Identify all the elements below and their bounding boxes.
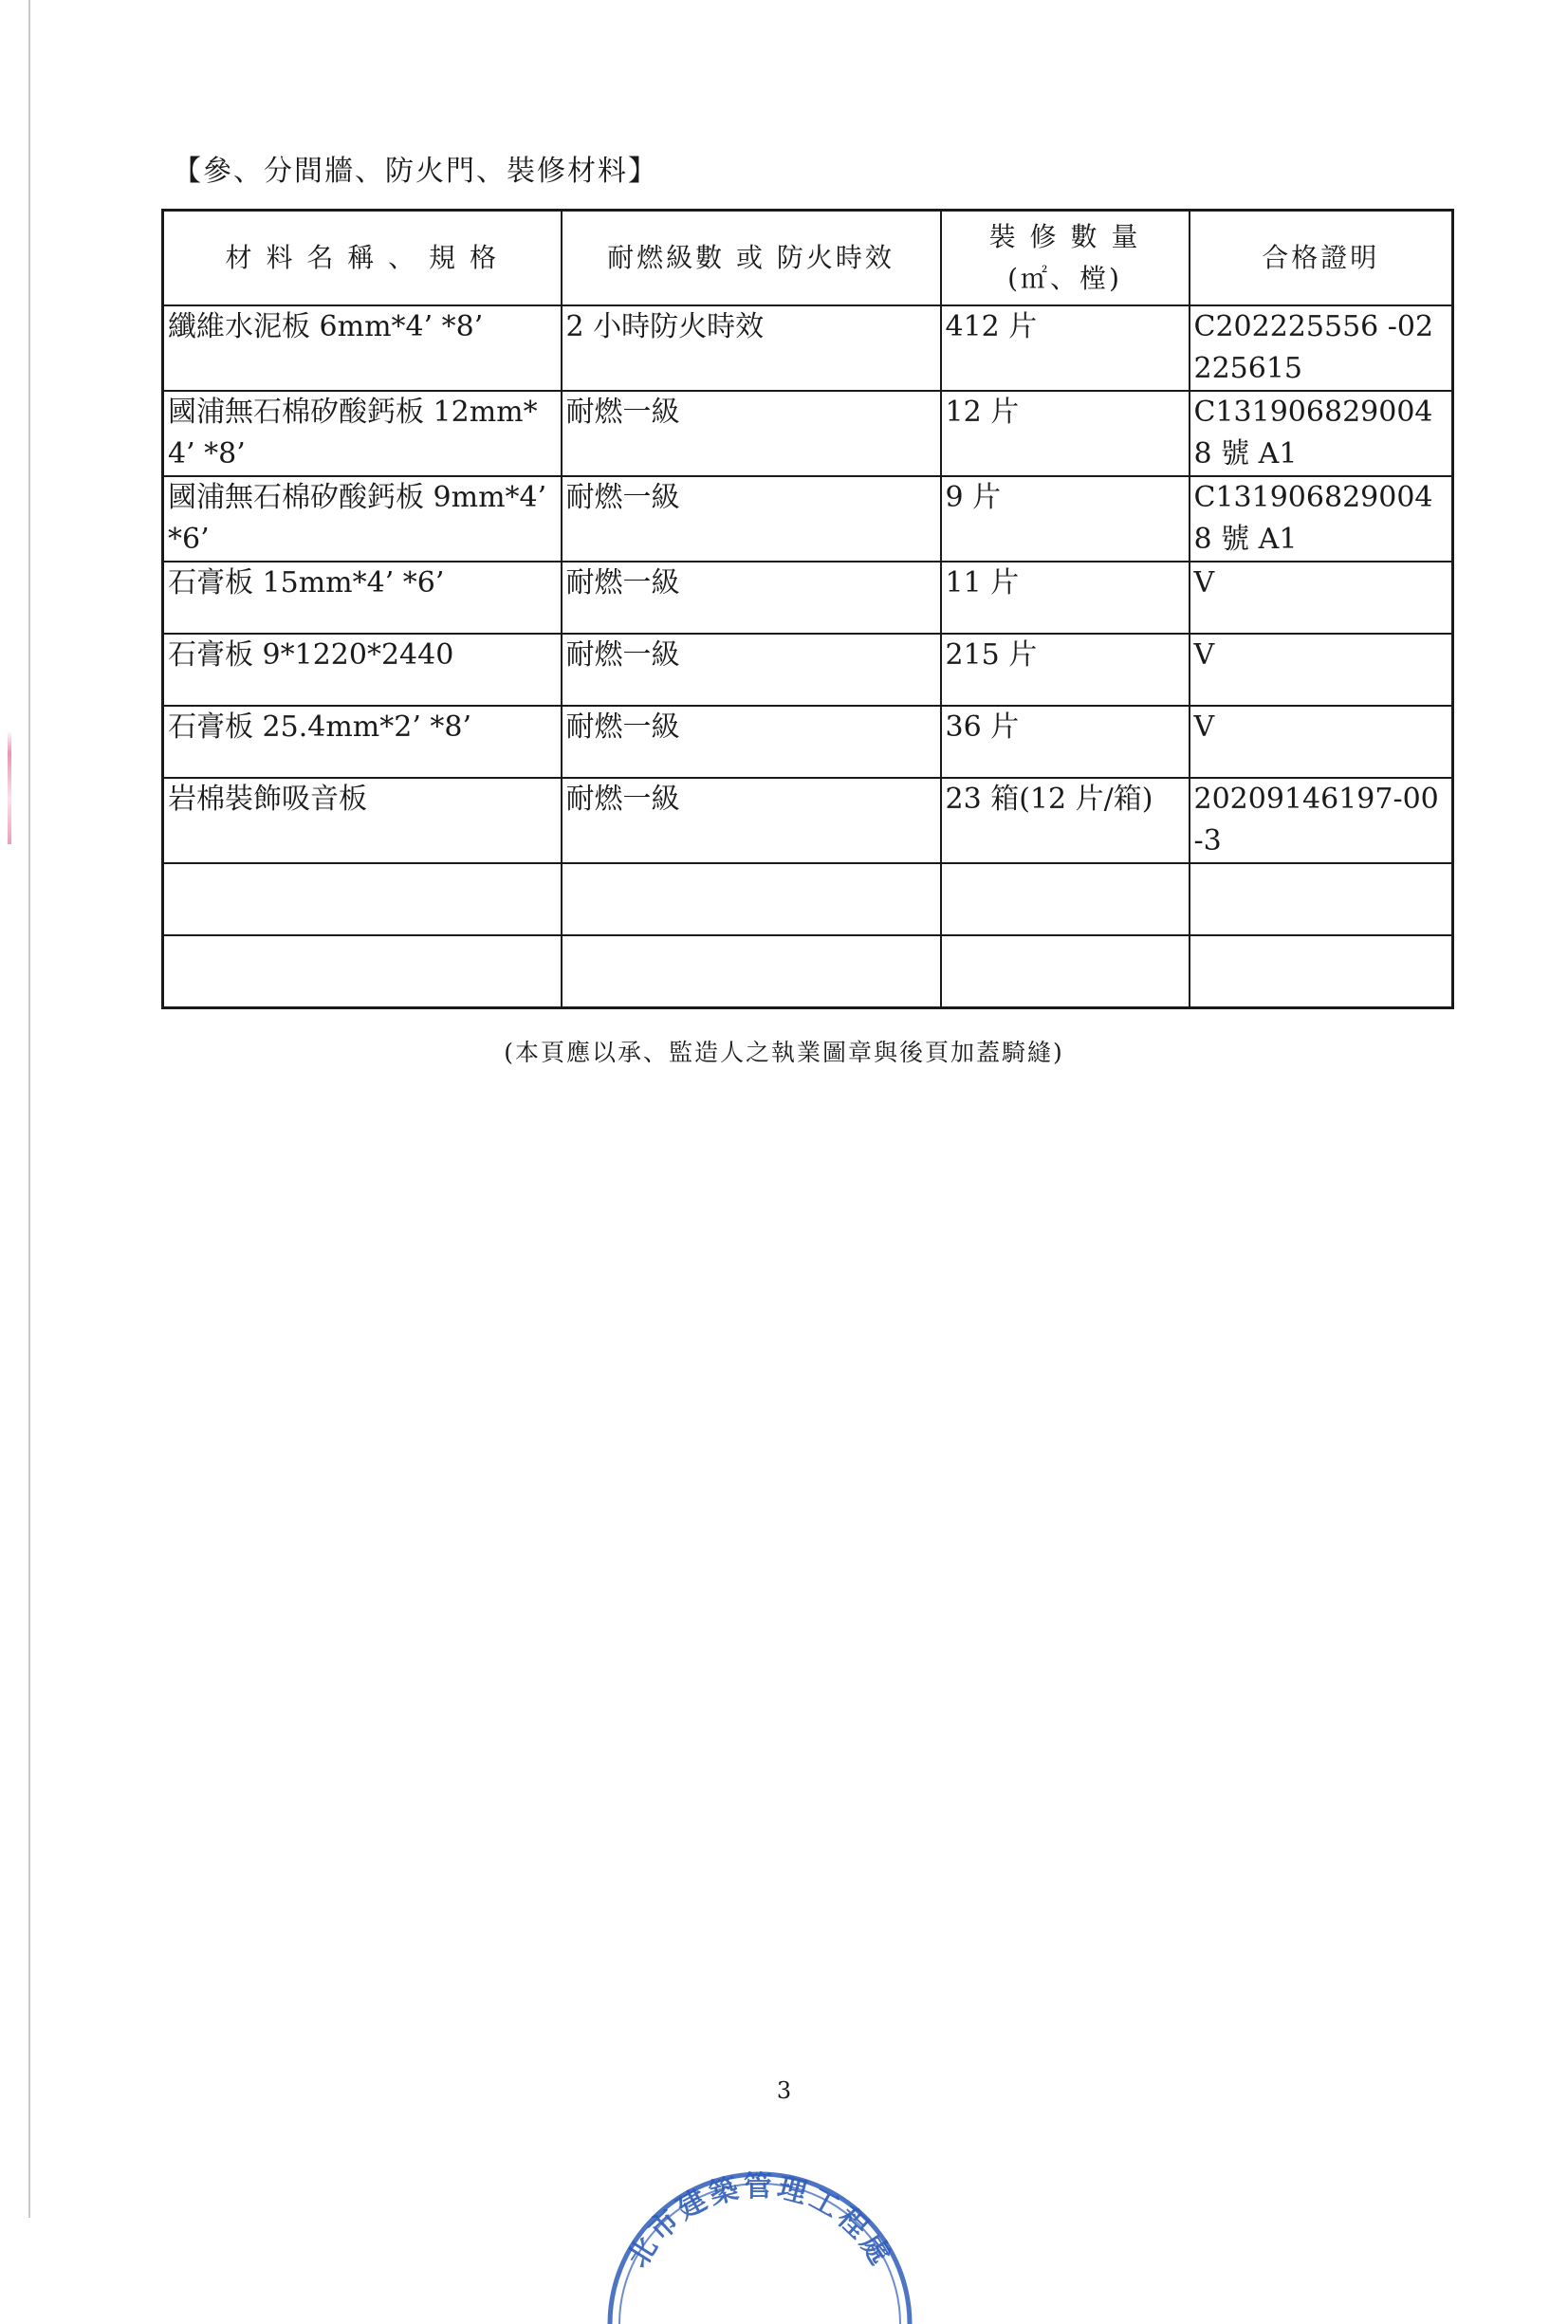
cell-fire-rating: 耐燃一級 — [562, 778, 941, 863]
cell-certificate: V — [1190, 634, 1453, 706]
cell-material-name: 石膏板 15mm*4’ *6’ — [163, 562, 562, 634]
cell-quantity: 23 箱(12 片/箱) — [941, 778, 1190, 863]
cell-material-name: 國浦無石棉矽酸鈣板 12mm*4’ *8’ — [163, 391, 562, 476]
cell-quantity: 11 片 — [941, 562, 1190, 634]
table-row — [163, 476, 1453, 562]
official-seal — [603, 2134, 916, 2324]
header-certificate: 合格證明 — [1190, 211, 1453, 306]
table-row — [163, 305, 1453, 391]
table-row — [163, 562, 1453, 634]
cell-quantity: 36 片 — [941, 706, 1190, 778]
page-number: 3 — [776, 2077, 792, 2104]
table-row — [163, 706, 1453, 778]
cell-material-name: 石膏板 9*1220*2440 — [163, 634, 562, 706]
header-quantity — [941, 211, 1190, 306]
cell-empty — [562, 935, 941, 1008]
cell-material-name: 纖維水泥板 6mm*4’ *8’ — [163, 305, 562, 391]
cell-fire-rating: 耐燃一級 — [562, 562, 941, 634]
scan-edge-line — [28, 0, 30, 2218]
section-title: 【參、分間牆、防火門、裝修材料】 — [173, 155, 658, 188]
table-header-row — [163, 211, 1453, 306]
cell-material-name: 石膏板 25.4mm*2’ *8’ — [163, 706, 562, 778]
cell-empty — [941, 863, 1190, 935]
cell-certificate: V — [1190, 562, 1453, 634]
header-quantity-label: 裝 修 數 量 — [988, 221, 1141, 252]
cell-empty — [941, 935, 1190, 1008]
cell-certificate: C202225556 -02225615 — [1190, 305, 1453, 391]
seal-requirement-note: (本頁應以承、監造人之執業圖章與後頁加蓋騎縫) — [504, 1039, 1064, 1066]
cell-fire-rating: 耐燃一級 — [562, 706, 941, 778]
header-fire-rating: 耐燃級數 或 防火時效 — [562, 211, 941, 306]
cell-quantity: 9 片 — [941, 476, 1190, 562]
cell-certificate: 20209146197-00-3 — [1190, 778, 1453, 863]
cell-empty — [163, 863, 562, 935]
cell-fire-rating: 耐燃一級 — [562, 391, 941, 476]
cell-fire-rating: 耐燃一級 — [562, 476, 941, 562]
cell-empty — [562, 863, 941, 935]
cell-certificate: V — [1190, 706, 1453, 778]
cell-quantity: 12 片 — [941, 391, 1190, 476]
seal-text: 北市建築管理工程處 — [620, 2170, 899, 2274]
cell-fire-rating: 2 小時防火時效 — [562, 305, 941, 391]
cell-material-name: 岩棉裝飾吸音板 — [163, 778, 562, 863]
cell-quantity: 412 片 — [941, 305, 1190, 391]
cell-empty — [1190, 863, 1453, 935]
table-row — [163, 391, 1453, 476]
cell-quantity: 215 片 — [941, 634, 1190, 706]
margin-stamp-mark — [8, 730, 11, 844]
cell-material-name: 國浦無石棉矽酸鈣板 9mm*4’ *6’ — [163, 476, 562, 562]
cell-certificate: C1319068290048 號 A1 — [1190, 476, 1453, 562]
cell-empty — [1190, 935, 1453, 1008]
cell-fire-rating: 耐燃一級 — [562, 634, 941, 706]
table-row — [163, 778, 1453, 863]
cell-certificate: C1319068290048 號 A1 — [1190, 391, 1453, 476]
table-row-empty — [163, 863, 1453, 935]
table-row-empty — [163, 935, 1453, 1008]
header-quantity-unit: (㎡、樘) — [1007, 263, 1122, 294]
cell-empty — [163, 935, 562, 1008]
table-row — [163, 634, 1453, 706]
header-material-name: 材 料 名 稱 、 規 格 — [163, 211, 562, 306]
materials-table — [161, 209, 1454, 1009]
